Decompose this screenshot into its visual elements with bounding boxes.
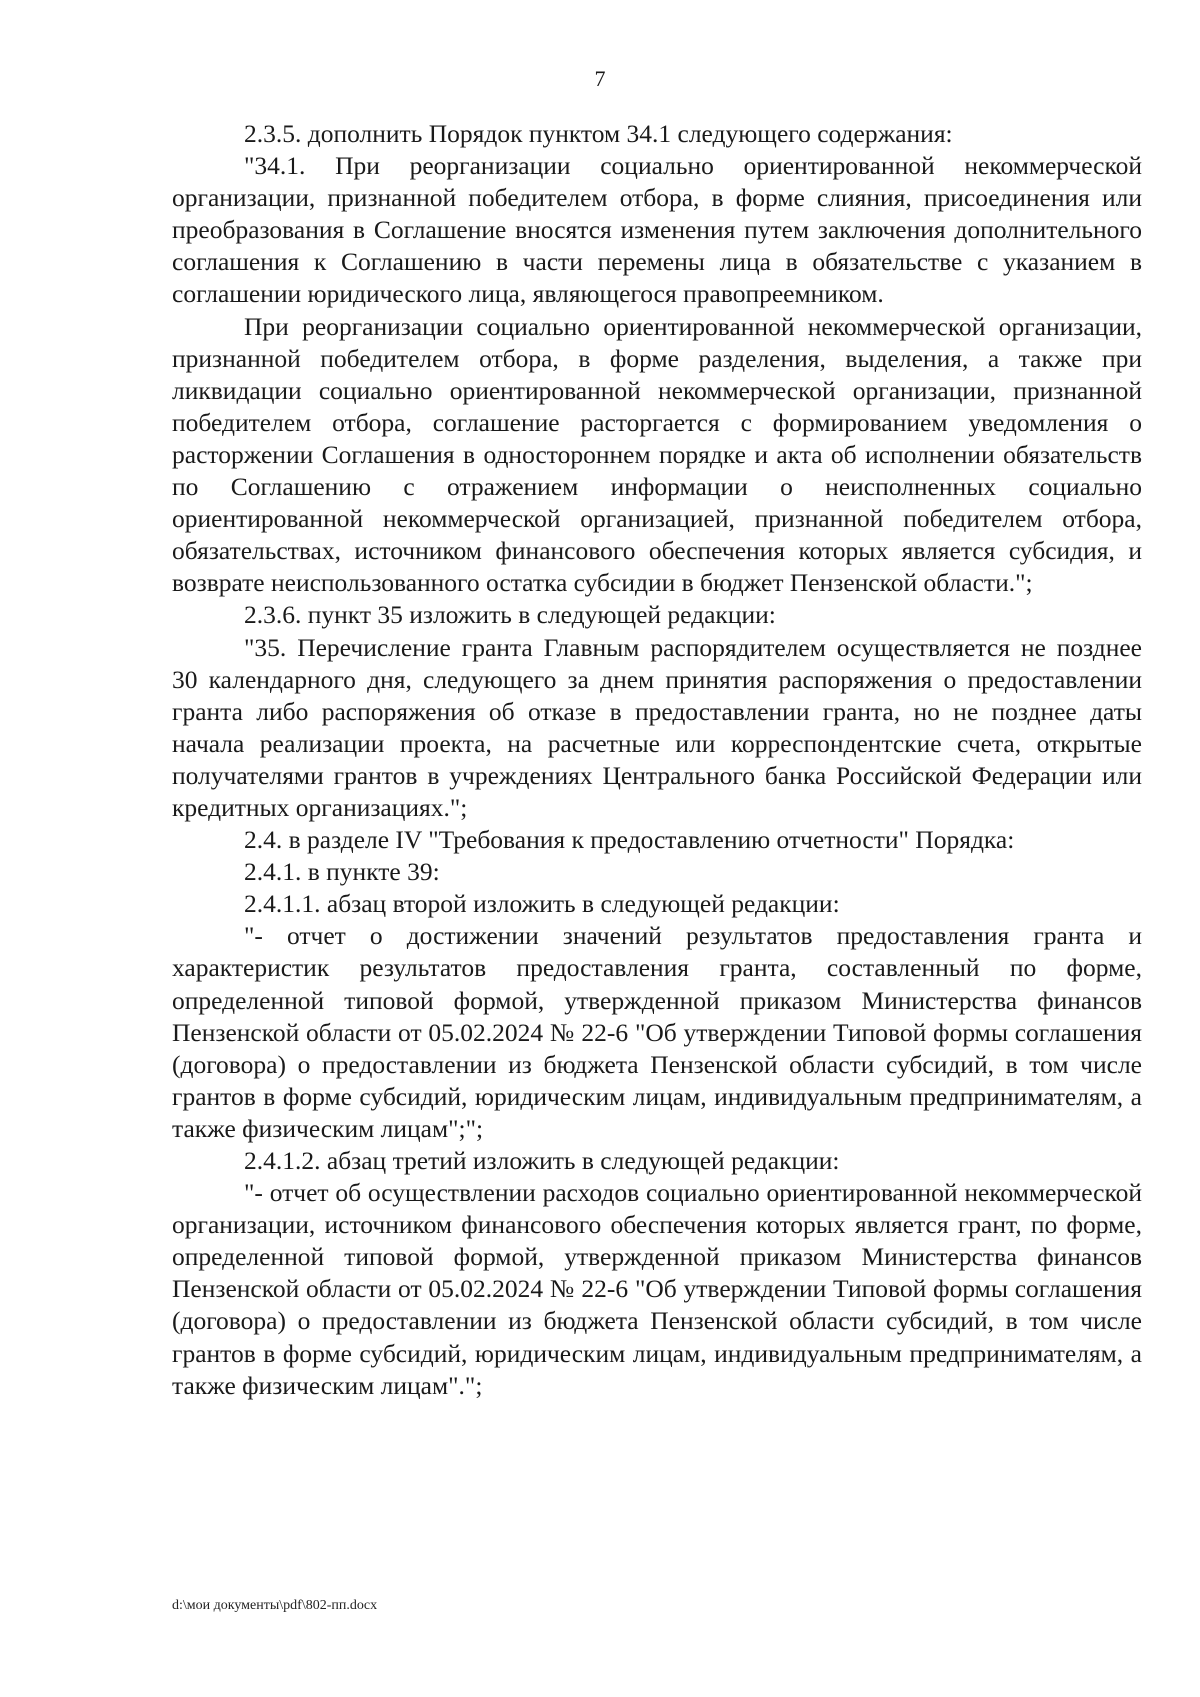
page-number: 7 bbox=[594, 66, 606, 91]
paragraph-2-4: 2.4. в разделе IV "Требования к предоставлению отчетности" Порядка: bbox=[244, 825, 1015, 855]
paragraph-2-4-1-1: 2.4.1.1. абзац второй изложить в следующей редакции: bbox=[244, 889, 840, 919]
paragraph-2-4-1-2: 2.4.1.2. абзац третий изложить в следующей редакции: bbox=[244, 1146, 840, 1175]
paragraph-2-3-6: 2.3.6. пункт 35 изложить в следующей редакции: bbox=[244, 600, 776, 630]
paragraph-reorganization: При реорганизации социально ориентированной некоммерческой организации, признанной победителем отбора, в форме разделения, выделения, а также при ликвидации социально ориентированной некоммерческой организации, признанной победителем отбора, соглашение расторгается с формированием уведомления о расторжении Соглашения в одностороннем порядке и акта об исполнении обязательств по Соглашению с отражением информации о неисполненных социально ориентированной некоммерческой организацией, признанной победителем отбора, обязательствах, источником финансового обеспечения которых является субсидия, и возврате неиспользованного остатка субсидии в бюджет Пензенской области."; bbox=[172, 311, 1142, 598]
footer-file-path: d:\мои документы\pdf\802-пп.docx bbox=[172, 1598, 378, 1613]
paragraph-report-expenses: "- отчет об осуществлении расходов социально ориентированной некоммерческой организации, источником финансового обеспечения которых является грант, по форме, определенной типовой формой, утвержденной приказом Министерства финансов Пензенской области от 05.02.2024 № 22-6 "Об утверждении Типовой формы соглашения (договора) о предоставлении из бюджета Пензенской области субсидий, в том числе грантов в форме субсидий, юридическим лицам, индивидуальным предпринимателям, а также физическим лицам"."; bbox=[172, 1178, 1142, 1400]
document-body bbox=[172, 118, 1142, 1402]
paragraph-2-4-1: 2.4.1. в пункте 39: bbox=[244, 857, 440, 887]
paragraph-34-1: "34.1. При реорганизации социально ориентированной некоммерческой организации, признанной победителем отбора, в форме слияния, присоединения или преобразования в Соглашение вносятся изменения путем заключения дополнительного соглашения к Соглашению в части перемены лица в обязательстве с указанием в соглашении юридического лица, являющегося правопреемником. bbox=[172, 151, 1142, 309]
paragraph-2-3-5: 2.3.5. дополнить Порядок пунктом 34.1 следующего содержания: bbox=[244, 119, 953, 148]
paragraph-report-results: "- отчет о достижении значений результатов предоставления гранта и характеристик результатов предоставления гранта, составленный по форме, определенной типовой формой, утвержденной приказом Министерства финансов Пензенской области от 05.02.2024 № 22-6 "Об утверждении Типовой формы соглашения (договора) о предоставлении из бюджета Пензенской области субсидий, в том числе грантов в форме субсидий, юридическим лицам, индивидуальным предпринимателям, а также физическим лицам";"; bbox=[172, 921, 1142, 1143]
paragraph-35: "35. Перечисление гранта Главным распорядителем осуществляется не позднее 30 календарного дня, следующего за днем принятия распоряжения о предоставлении гранта либо распоряжения об отказе в предоставлении гранта, но не позднее даты начала реализации проекта, на расчетные или корреспондентские счета, открытые получателями грантов в учреждениях Центрального банка Российской Федерации или кредитных организациях."; bbox=[172, 632, 1142, 822]
